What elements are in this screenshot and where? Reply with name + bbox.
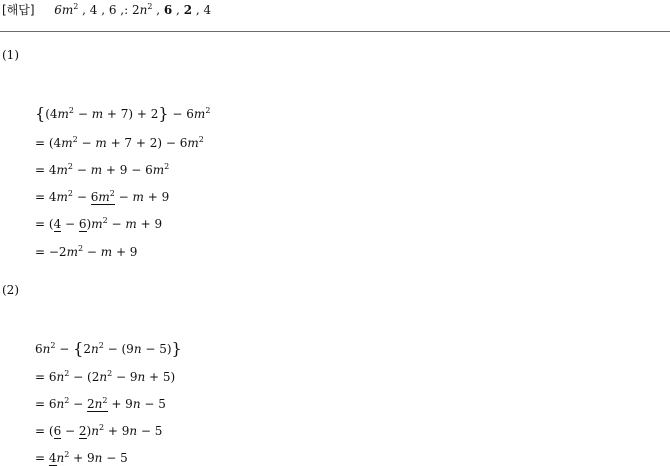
part-2-line-2: = $6n^2 - (2n^2 - 9n + 5)$ bbox=[35, 369, 176, 384]
part-1-line-4: = $4m^2 - 6m^2 - m + 9$ bbox=[35, 189, 170, 204]
answer-label: [해답] bbox=[2, 3, 35, 17]
part-1-line-6: = $-2m^2 - m + 9$ bbox=[35, 244, 138, 259]
answer-summary: $6m^2$ , 4 , 6 ,: $2n^2$ , 6 , 2 , 4 bbox=[50, 2, 212, 17]
answer-header bbox=[2, 0, 211, 22]
header-divider bbox=[0, 31, 670, 32]
part-1-line-5: = $(4 - 6)m^2 - m + 9$ bbox=[35, 216, 163, 231]
part-2-label: (2) bbox=[2, 283, 19, 297]
part-1-line-3: = $4m^2 - m + 9 - 6m^2$ bbox=[35, 162, 170, 177]
part-1-line-1: $\{(4m^2 - m + 7) + 2\} - 6m^2$ bbox=[35, 104, 211, 123]
part-1-label: (1) bbox=[2, 48, 19, 62]
part-2-line-5: = $4n^2 + 9n - 5$ bbox=[35, 450, 128, 465]
part-2-line-4: = $(6 - 2)n^2 + 9n - 5$ bbox=[35, 423, 163, 438]
part-2-line-3: = $6n^2 - 2n^2 + 9n - 5$ bbox=[35, 396, 166, 411]
underlined-term: $6m^2$ bbox=[90, 189, 115, 204]
part-1-line-2: = $(4m^2 - m + 7 + 2) - 6m^2$ bbox=[35, 135, 204, 150]
part-2-line-1: $6n^2 - \{2n^2 - (9n - 5)\}$ bbox=[35, 339, 182, 358]
underlined-term: $2n^2$ bbox=[87, 396, 108, 411]
